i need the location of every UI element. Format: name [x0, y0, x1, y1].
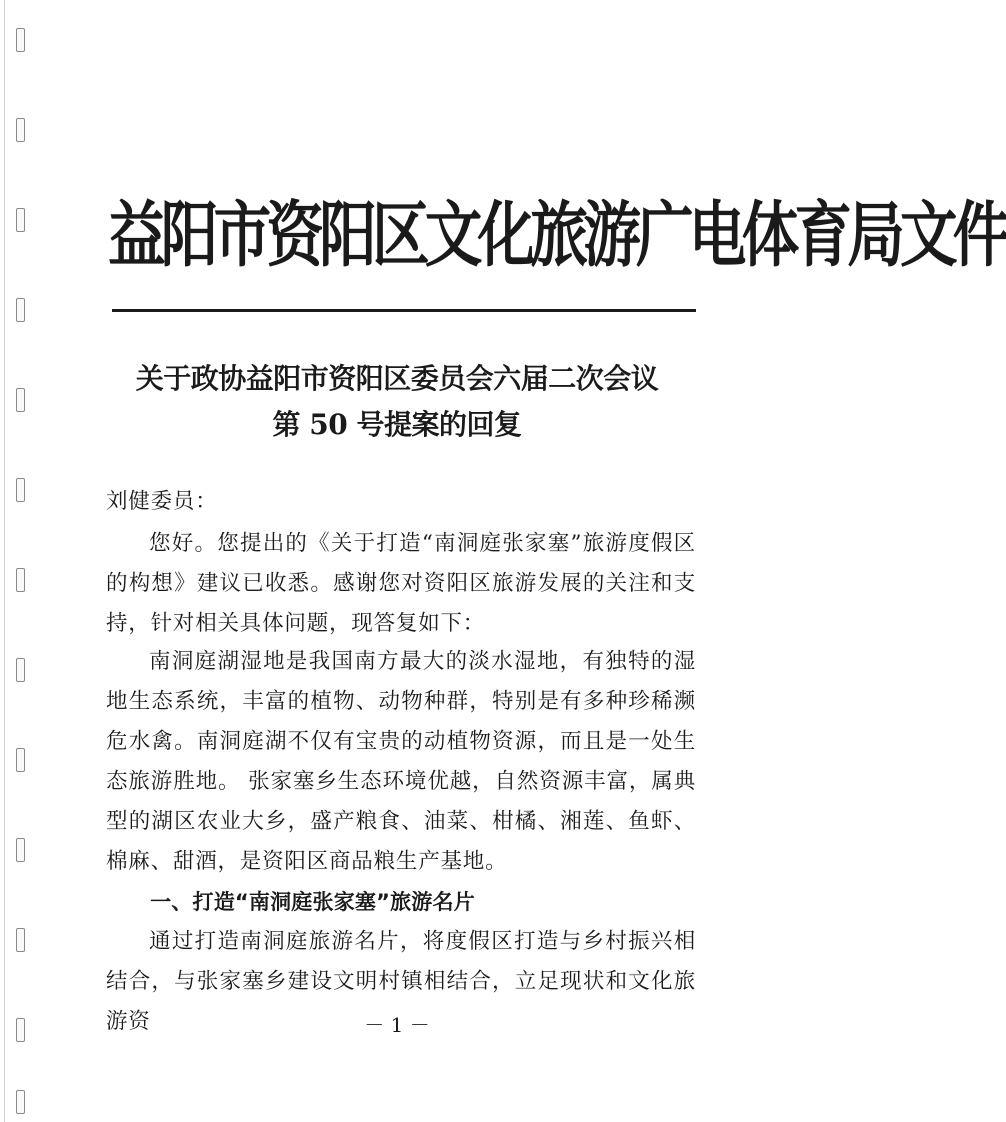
reply-title-line-2: 第 50 号提案的回复 — [272, 408, 522, 441]
header-divider — [112, 309, 696, 312]
paragraph-background: 南洞庭湖湿地是我国南方最大的淡水湿地，有独特的湿地生态系统，丰富的植物、动物种群，特别是有多种珍稀濒危水禽。南洞庭湖不仅有宝贵的动植物资源，而且是一处生态旅游胜地。 张家塞乡生态环境优越，自然资源丰富，属典型的湖区农业大乡，盛产粮食、油菜、柑橘、湘莲、鱼虾、棉麻、甜酒，是资阳区商品粮生产基地。 — [106, 649, 696, 874]
binding-hole — [16, 928, 25, 952]
binding-margin — [0, 0, 40, 1122]
paragraph-intro: 您好。您提出的《关于打造“南洞庭张家塞”旅游度假区的构想》建议已收悉。感谢您对资阳区旅游发展的关注和支持，针对相关具体问题，现答复如下： — [106, 531, 696, 636]
salutation: 刘健委员： — [106, 489, 218, 514]
page-edge-line — [4, 0, 5, 1122]
binding-hole — [16, 658, 25, 682]
binding-hole — [16, 208, 25, 232]
binding-hole — [16, 568, 25, 592]
reply-title-line-1: 关于政协益阳市资阳区委员会六届二次会议 — [135, 362, 659, 395]
section-heading-1: 一、打造“南洞庭张家塞”旅游名片 — [150, 890, 475, 914]
binding-hole — [16, 748, 25, 772]
binding-hole — [16, 298, 25, 322]
binding-hole — [16, 838, 25, 862]
binding-hole — [16, 118, 25, 142]
binding-hole — [16, 1090, 25, 1114]
binding-hole — [16, 388, 25, 412]
paragraph-section-1: 通过打造南洞庭旅游名片，将度假区打造与乡村振兴相结合，与张家塞乡建设文明村镇相结合，立足现状和文化旅游资 — [106, 929, 696, 1034]
binding-hole — [16, 28, 25, 52]
page-number: － 1 － — [364, 1013, 430, 1037]
document-header-title: 益阳市资阳区文化旅游广电体育局文件 — [108, 194, 1006, 278]
binding-hole — [16, 478, 25, 502]
reply-title — [60, 356, 734, 448]
